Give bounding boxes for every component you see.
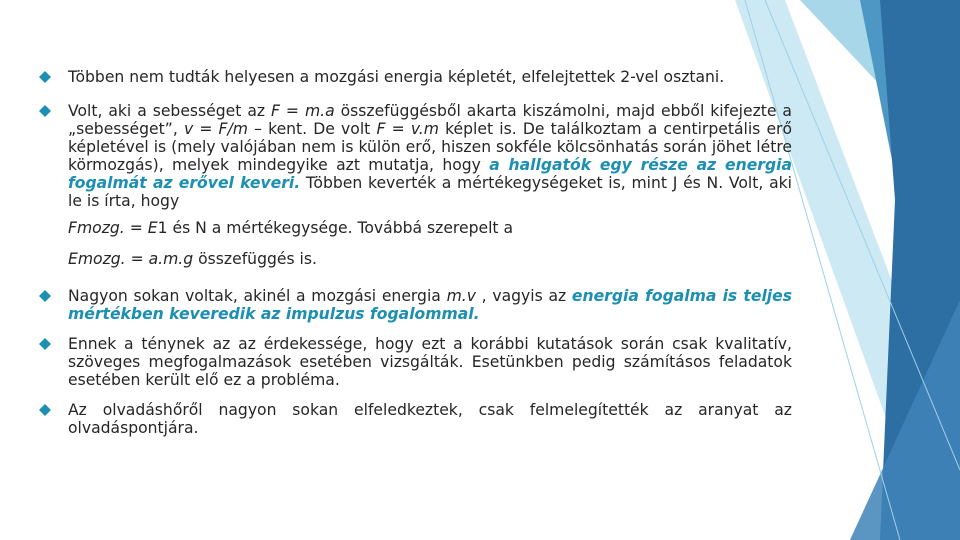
formula-text: = [125,250,149,268]
bullet-list [40,68,792,437]
diamond-bullet-icon [39,105,51,117]
bullet-text: Többen nem tudták helyesen a mozgási energia képletét, elfelejtettek 2-vel osztani. [68,68,725,86]
bullet-text: Volt, aki a sebességet az [68,102,272,120]
bullet-text: összefüggésből akarta kiszámolni, majd ebből kifejezte a „sebességet”, [68,102,792,138]
math-expression: F = v.m [376,120,439,138]
bullet-text: képlet is. De találkoztam a centirpetális erő képletével is (mely valójában nem is külön erő, hiszen sokféle kölcsönhatás során jöhet létre körmozgás), melyek mindegyike azt mutatja, hogy [68,120,793,174]
diamond-bullet-icon [39,338,51,350]
list-item [40,335,792,389]
highlighted-text: a hallgatók egy része az energia fogalmát az erővel keveri. [68,156,792,192]
bullet-text: , vagyis az [475,287,572,305]
bullet-text: Ennek a ténynek az az érdekessége, hogy ezt a korábbi kutatások során csak kvalitatív, szöveges megfogalmazások esetében vizsgálták. Esetünkben pedig számításos feladatok esetében került elő ez a probléma. [68,335,792,389]
list-item [40,287,792,323]
math-variable: Fmozg. [68,219,125,237]
bullet-text: – kent. De volt [247,120,377,138]
bullet-text: Többen keverték a mértékegységeket is, mint J és N. Volt, aki le is írta, hogy [68,174,792,210]
math-expression: m.v [446,287,476,305]
list-item [40,102,792,210]
math-variable: Emozg. [68,250,126,268]
diamond-bullet-icon [39,404,51,416]
bullet-text: Az olvadáshőről nagyon sokan elfeledkeztek, csak felmelegítették az aranyat az olvadáspontjára. [68,401,792,437]
highlighted-text: energia fogalma is teljes mértékben keveredik az impulzus fogalommal. [68,287,792,323]
math-expression: v = F/m [183,120,248,138]
math-variable: E [147,219,158,237]
formula-text: összefüggés is. [193,250,317,268]
list-item [40,401,792,437]
diamond-bullet-icon [39,290,51,302]
math-expression: F = m.a [271,102,335,120]
formula-text: = [124,219,148,237]
list-item [40,68,792,86]
formula-text: 1 és N a mértékegysége. Továbbá szerepelt a [157,219,514,237]
bullet-text: Nagyon sokan voltak, akinél a mozgási energia [68,287,447,305]
formula-line [40,219,792,237]
math-expression: a.m.g [148,250,194,268]
formula-line [40,250,792,268]
diamond-bullet-icon [39,71,51,83]
